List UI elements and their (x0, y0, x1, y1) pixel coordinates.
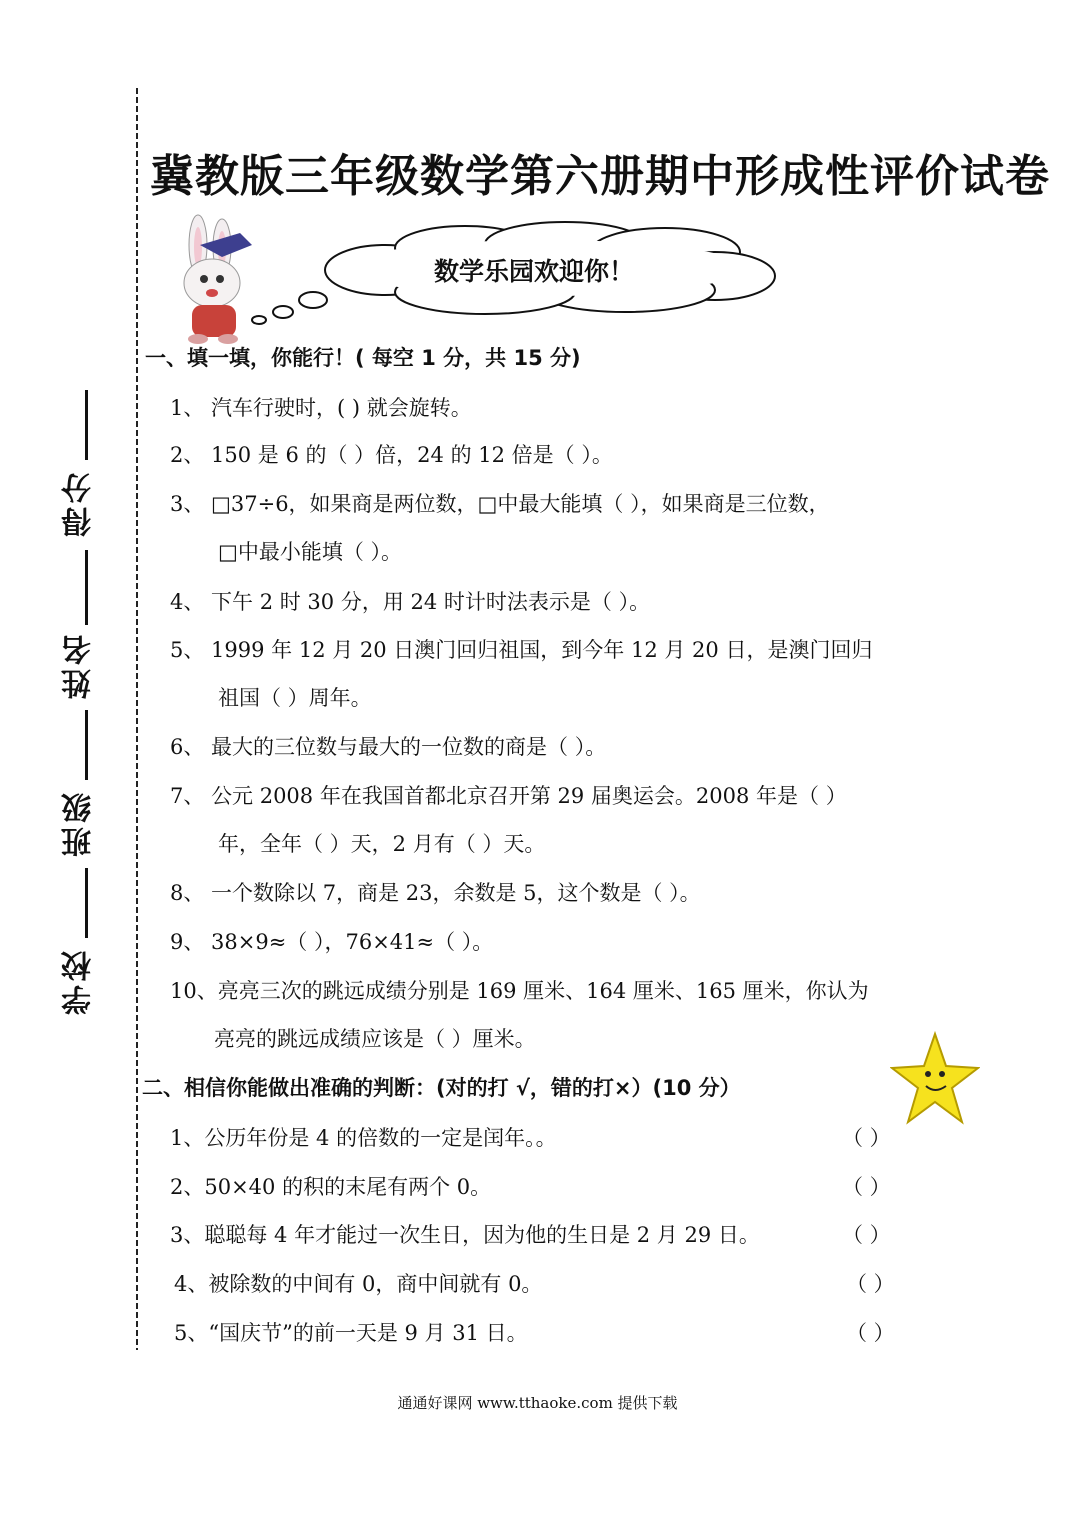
page-title: 冀教版三年级数学第六册期中形成性评价试卷 (150, 151, 1050, 202)
question-line-continued: □中最小能填（ ）。 (218, 540, 403, 564)
question-line: 6、 最大的三位数与最大的一位数的商是（ ）。 (170, 735, 607, 759)
school-label: 学校 (62, 947, 97, 1015)
judgement-item: 5、“国庆节”的前一天是 9 月 31 日。 (174, 1321, 528, 1345)
binding-dashed-line (136, 88, 138, 1350)
question-line-continued: 亮亮的跳远成绩应该是（ ）厘米。 (214, 1027, 536, 1051)
score-label: 得分 (62, 469, 97, 537)
class-underline (85, 710, 88, 780)
judgement-item: 4、被除数的中间有 0，商中间就有 0。 (174, 1272, 543, 1296)
question-line: 8、 一个数除以 7，商是 23，余数是 5，这个数是（ ）。 (170, 881, 701, 905)
question-line: 1、 汽车行驶时，( ) 就会旋转。 (170, 396, 472, 420)
answer-bracket: （ ） (842, 1126, 891, 1150)
cloud-text: 数学乐园欢迎你！ (434, 257, 635, 286)
star-illustration (890, 1030, 980, 1130)
question-line-continued: 祖国（ ）周年。 (218, 686, 372, 710)
name-underline (85, 550, 88, 625)
section-1-heading: 一、填一填，你能行！( 每空 1 分，共 15 分) (145, 346, 581, 370)
judgement-item: 2、50×40 的积的末尾有两个 0。 (170, 1175, 492, 1199)
question-line: 3、 □37÷6，如果商是两位数，□中最大能填（ ），如果商是三位数， (170, 492, 830, 516)
question-line: 10、亮亮三次的跳远成绩分别是 169 厘米、164 厘米、165 厘米，你认为 (170, 979, 869, 1003)
class-label: 班级 (62, 789, 97, 857)
question-line: 7、 公元 2008 年在我国首都北京召开第 29 届奥运会。2008 年是（ ） (170, 784, 847, 808)
question-line-continued: 年，全年（ ）天，2 月有（ ）天。 (218, 832, 546, 856)
school-underline (85, 868, 88, 938)
answer-bracket: （ ） (846, 1321, 895, 1345)
score-underline (85, 390, 88, 460)
section-2-heading: 二、相信你能做出准确的判断：(对的打 √，错的打×）(10 分） (142, 1076, 741, 1100)
judgement-item: 1、公历年份是 4 的倍数的一定是闰年。。 (170, 1126, 557, 1150)
question-line: 4、 下午 2 时 30 分，用 24 时计时法表示是（ ）。 (170, 590, 651, 614)
question-line: 2、 150 是 6 的（ ）倍，24 的 12 倍是（ ）。 (170, 443, 613, 467)
question-line: 9、 38×9≈（ ），76×41≈（ ）。 (170, 930, 494, 954)
question-line: 5、 1999 年 12 月 20 日澳门回归祖国，到今年 12 月 20 日，是澳门回归 (170, 638, 873, 662)
answer-bracket: （ ） (842, 1175, 891, 1199)
name-label: 姓名 (62, 631, 97, 699)
answer-bracket: （ ） (842, 1223, 891, 1247)
answer-bracket: （ ） (846, 1272, 895, 1296)
student-info-column (58, 390, 118, 1020)
judgement-item: 3、聪聪每 4 年才能过一次生日，因为他的生日是 2 月 29 日。 (170, 1223, 760, 1247)
footer-credit: 通通好课网 www.tthaoke.com 提供下载 (397, 1394, 678, 1412)
